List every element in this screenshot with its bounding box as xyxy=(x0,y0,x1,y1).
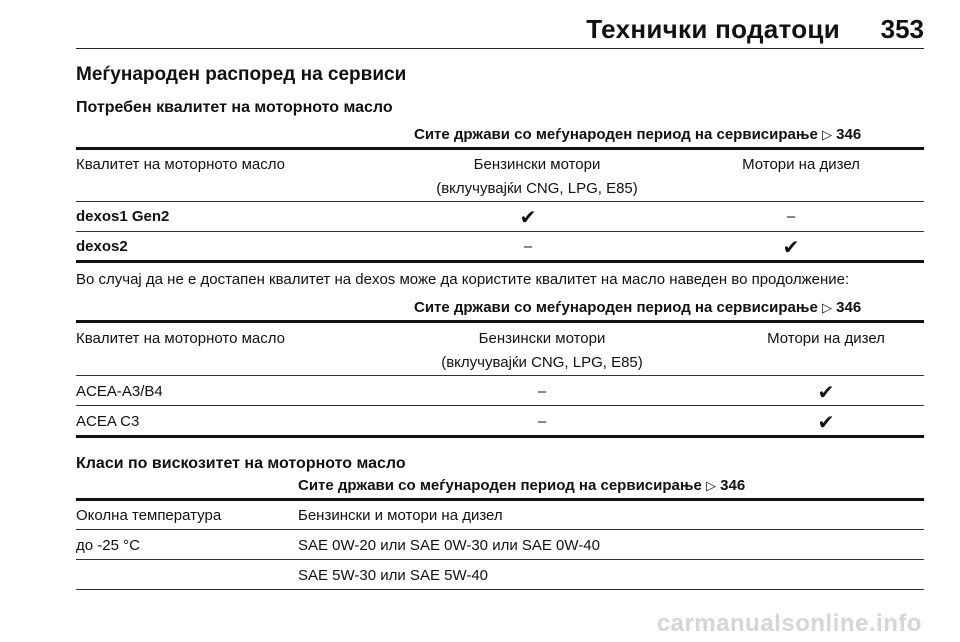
table1-row2-petrol: – xyxy=(523,238,533,255)
table1-row1-label: dexos1 Gen2 xyxy=(76,208,170,225)
table3-row-rule xyxy=(76,559,924,560)
table2-header-rule xyxy=(76,375,924,376)
table1-header-rule xyxy=(76,201,924,202)
table3-span-title xyxy=(298,477,745,494)
table1-row1-diesel: – xyxy=(786,208,796,225)
page-number: 353 xyxy=(880,14,924,44)
table3-header-rule xyxy=(76,529,924,530)
table1-row1-petrol: ✔ xyxy=(519,207,537,229)
table1-row2-label: dexos2 xyxy=(76,238,128,255)
section-title: Меѓународен распоред на сервиси xyxy=(76,64,407,85)
table1-heading: Потребен квалитет на моторното масло xyxy=(76,99,393,116)
table1-span-title xyxy=(414,126,861,143)
table3-col1-header: Околна температура xyxy=(76,507,222,524)
table3-top-rule xyxy=(76,498,924,501)
table1-row-rule xyxy=(76,231,924,232)
table3-bottom-rule xyxy=(76,589,924,590)
reference-arrow-icon: ▷ xyxy=(705,478,716,493)
table2-row2-petrol: – xyxy=(537,413,547,430)
table3-col2-header: Бензински и мотори на дизел xyxy=(298,507,503,524)
table2-row1-label: ACEA-A3/B4 xyxy=(76,383,163,400)
table1-col1-header: Квалитет на моторното масло xyxy=(76,156,286,173)
table3-span-title-text: Сите држави со меѓународен период на сервисирање xyxy=(298,477,702,494)
table2-col3-header: Мотори на дизел xyxy=(767,330,885,347)
table3-row1-temp: до -25 °C xyxy=(76,537,140,554)
table3-row2-grade: SAE 5W-30 или SAE 5W-40 xyxy=(298,567,489,584)
table1-col2-header-line1: Бензински мотори xyxy=(473,156,601,173)
table1-span-ref[interactable]: 346 xyxy=(836,126,862,143)
table2-top-rule xyxy=(76,320,924,323)
table2-col1-header: Квалитет на моторното масло xyxy=(76,330,286,347)
table2-row2-diesel: ✔ xyxy=(817,412,835,434)
reference-arrow-icon: ▷ xyxy=(821,127,832,142)
table2-col2-header-line1: Бензински мотори xyxy=(478,330,606,347)
table3-span-ref[interactable]: 346 xyxy=(720,477,746,494)
table3-heading: Класи по вискозитет на моторното масло xyxy=(76,455,406,472)
table1-row2-diesel: ✔ xyxy=(782,237,800,259)
table1-top-rule xyxy=(76,147,924,150)
table2-span-title-text: Сите држави со меѓународен период на сервисирање xyxy=(414,299,818,316)
table2-col2-header-line2: (вклучувајќи CNG, LPG, E85) xyxy=(441,354,643,371)
page-header-title: Технички податоци xyxy=(586,14,840,44)
table2-bottom-rule xyxy=(76,435,924,438)
table2-row1-petrol: – xyxy=(537,383,547,400)
table2-span-title xyxy=(414,299,861,316)
header-divider xyxy=(76,48,924,49)
table1-bottom-rule xyxy=(76,260,924,263)
table1-span-title-text: Сите држави со меѓународен период на сервисирање xyxy=(414,126,818,143)
table2-row-rule xyxy=(76,405,924,406)
table2-span-ref[interactable]: 346 xyxy=(836,299,862,316)
site-watermark: carmanualsonline.info xyxy=(656,610,922,637)
table3-row1-grade: SAE 0W-20 или SAE 0W-30 или SAE 0W-40 xyxy=(298,537,600,554)
table1-col3-header: Мотори на дизел xyxy=(742,156,860,173)
table1-col2-header-line2: (вклучувајќи CNG, LPG, E85) xyxy=(436,180,638,197)
reference-arrow-icon: ▷ xyxy=(821,300,832,315)
fallback-paragraph: Во случај да не е достапен квалитет на dexos може да користите квалитет на масло наведен во продолжение: xyxy=(76,271,850,288)
table2-row1-diesel: ✔ xyxy=(817,382,835,404)
table2-row2-label: ACEA C3 xyxy=(76,413,140,430)
